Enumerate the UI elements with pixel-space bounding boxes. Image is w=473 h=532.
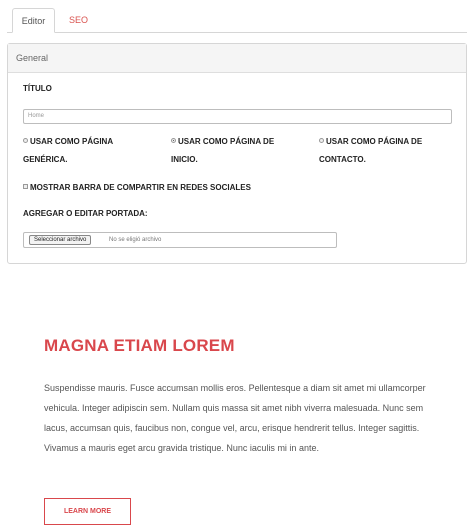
cover-file-input[interactable] <box>23 232 337 248</box>
option-contact-line1: USAR COMO PÁGINA DE <box>326 137 423 146</box>
tab-seo[interactable]: SEO <box>69 15 89 25</box>
hero-text: Suspendisse mauris. Fusce accumsan mollis eros. Pellentesque a diam sit amet mi ullamcorper vehicula. Integer adipiscin sem. Nullam quis massa sit amet nibh viverra malesuada. Nunc sem lacus, accumsan quis, faucibus non, congue vel, arcu, erisque hendrerit tellus. Integer sagittis. Vivamus a mauris eget arcu gravida tristique. Nunc iaculis mi in ante. <box>44 383 426 453</box>
share-bar-option[interactable] <box>23 179 251 197</box>
panel-title: General <box>8 44 466 73</box>
titulo-input[interactable]: Home <box>23 109 452 124</box>
option-home-page[interactable] <box>171 133 301 169</box>
home-page-radio[interactable] <box>171 138 176 143</box>
tab-bar <box>7 8 467 33</box>
general-panel <box>7 43 467 264</box>
option-generic-line2: GENÉRICA. <box>23 155 68 164</box>
option-home-line2: INICIO. <box>171 155 198 164</box>
tab-editor[interactable]: Editor <box>12 8 55 33</box>
cover-label: AGREGAR O EDITAR PORTADA: <box>23 209 148 218</box>
option-home-line1: USAR COMO PÁGINA DE <box>178 137 275 146</box>
share-bar-checkbox[interactable] <box>23 184 28 189</box>
share-bar-label: MOSTRAR BARRA DE COMPARTIR EN REDES SOCIALES <box>30 183 251 192</box>
select-file-button[interactable]: Seleccionar archivo <box>29 235 91 245</box>
learn-more-button[interactable]: LEARN MORE <box>44 498 131 525</box>
generic-page-radio[interactable] <box>23 138 28 143</box>
option-generic-page[interactable] <box>23 133 153 169</box>
contact-page-radio[interactable] <box>319 138 324 143</box>
file-status-text: No se eligió archivo <box>109 237 162 243</box>
option-contact-line2: CONTACTO. <box>319 155 366 164</box>
option-generic-line1: USAR COMO PÁGINA <box>30 137 114 146</box>
hero-title: MAGNA ETIAM LOREM <box>44 336 235 355</box>
titulo-label: TÍTULO <box>23 84 52 93</box>
option-contact-page[interactable] <box>319 133 449 169</box>
